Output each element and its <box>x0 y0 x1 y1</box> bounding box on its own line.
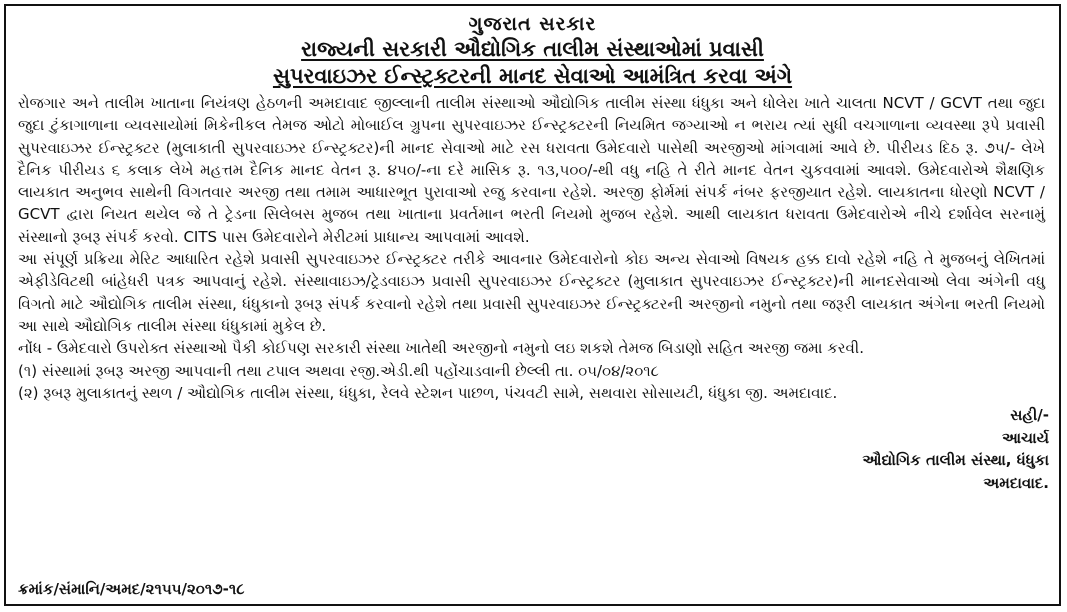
reference-number: ક્રમાંક/સંમાનિ/અમદ/૨૧૫૫/૨૦૧૭-૧૮ <box>18 580 245 598</box>
signature-designation: આચાર્ય <box>1001 428 1049 447</box>
signature-institute: ઔદ્યોગિક તાલીમ સંસ્થા, ધંધુકા <box>862 451 1049 470</box>
signature-block <box>6 404 1059 494</box>
notice-title-line1: રાજ્યની સરકારી ઔદ્યોગિક તાલીમ સંસ્થાઓમાં પ્રવાસી <box>301 37 764 61</box>
notice-title-line2: સુપરવાઇઝર ઈન્સ્ટ્રક્ટરની માનદ સેવાઓ આમંત્રિત કરવા અંગે <box>272 64 793 88</box>
government-title: ગુજરાત સરકાર <box>468 13 597 35</box>
signature-city: અમદાવાદ. <box>983 473 1049 492</box>
note-line: નોંધ - ઉમેદવારો ઉપરોક્ત સંસ્થાઓ પૈકી કોઈપણ સરકારી સંસ્થા ખાતેથી અરજીનો નમુનો લઇ શકશે તેમજ બિડાણો સહિત અરજી જમા કરવી. <box>18 339 864 358</box>
deadline-item: (૧) સંસ્થામાં રૂબરૂ અરજી આપવાની તથા ટપાલ અથવા રજી.એડી.થી પહોંચાડવાની છેલ્લી તા. ૦૫/૦૪/૨૦૧૮ <box>18 361 659 380</box>
signature-signed: સહી/- <box>1010 406 1049 425</box>
paragraph-details: રોજગાર અને તાલીમ ખાતાના નિયંત્રણ હેઠળની અમદાવાદ જીલ્લાની તાલીમ સંસ્થાઓ ઔદ્યોગિક તાલીમ સંસ્થા ધંધુકા અને ધોલેરા ખાતે ચાલતા NCVT / GCVT તથા જુદા જુદા ટુંકાગાળાના વ્યવસાયોમાં મિકેનીકલ તેમજ ઓટો મોબાઈલ ગ્રુપના સુપરવાઇઝર ઈન્સ્ટ્રક્ટરની નિયમિત જગ્યાઓ ન ભરાય ત્યાં સુધી વચગાળાના વ્યવસ્થા રૂપે પ્રવાસી સુપરવાઇઝર ઈન્સ્ટ્રક્ટર (મુલાકાતી સુપરવાઇઝર ઈન્સ્ટ્રક્ટર)ની માનદ સેવાઓ માટે રસ ધરાવતા ઉમેદવારો પાસેથી અરજીઓ માંગવામાં આવે છે. પીરીયડ દિઠ રૂ. ૭૫/- લેખે દૈનિક પીરીયડ ૬ કલાક લેખે મહત્તમ દૈનિક માનદ વેતન રૂ. ૪૫૦/-ના દરે માસિક રૂ. ૧૩,૫૦૦/-થી વધુ નહિ તે રીતે માનદ વેતન ચુકવવામાં આવશે. ઉમેદવારોએ શૈક્ષણિક લાયકાત અનુભવ સાથેની વિગતવાર અરજી તથા તમામ આધારભૂત પુરાવાઓ રજુ કરવાના રહેશે. અરજી ફોર્મમાં સંપર્ક નંબર ફરજીયાત રહેશે. લાયકાતના ધોરણો NCVT / GCVT દ્વારા નિયત થયેલ જે તે ટ્રેડના સિલેબસ મુજબ તથા ખાતાના પ્રવર્તમાન ભરતી નિયમો મુજબ રહેશે. આથી લાયકાત ધરાવતા ઉમેદવારોએ નીચે દર્શાવેલ સરનામું સંસ્થાનો રૂબરૂ સંપર્ક કરવો. CITS પાસ ઉમેદવારોને મેરીટમાં પ્રાધાન્ય આપવામાં આવશે. <box>18 94 1045 246</box>
paragraph-conditions: આ સંપૂર્ણ પ્રક્રિયા મેરિટ આધારિત રહેશે પ્રવાસી સુપરવાઇઝર ઈન્સ્ટ્રક્ટર તરીકે આવનાર ઉમેદવારોનો કોઇ અન્ય સેવાઓ વિષયક હક્ક દાવો રહેશે નહિ તે મુજબનું લેખિતમાં એફીડેવિટથી બાંહેધરી પત્રક આપવાનું રહેશે. સંસ્થાવાઇઝ/ટ્રેડવાઇઝ પ્રવાસી સુપરવાઇઝર ઈન્સ્ટ્રક્ટર (મુલાકાત સુપરવાઇઝર ઈન્સ્ટ્રક્ટર)ની માનદસેવાઓ લેવા અંગેની વધુ વિગતો માટે ઔદ્યોગિક તાલીમ સંસ્થા, ધંધુકાનો રૂબરૂ સંપર્ક કરવાનો રહેશે તથા પ્રવાસી સુપરવાઇઝર ઈન્સ્ટ્રક્ટરની અરજીનો નમુનો તથા જરૂરી લાયકાત અંગેના ભરતી નિયમો આ સાથે ઔદ્યોગિક તાલીમ સંસ્થા ધંધુકામાં મુકેલ છે. <box>18 250 1045 335</box>
notice-body <box>6 90 1059 404</box>
venue-item: (૨) રૂબરૂ મુલાકાતનું સ્થળ / ઔદ્યોગિક તાલીમ સંસ્થા, ધંધુકા, રેલવે સ્ટેશન પાછળ, પંચવટી સામે, સથવારા સોસાયટી, ધંધુકા જી. અમદાવાદ. <box>18 383 838 402</box>
notice-header <box>6 6 1059 90</box>
advertisement-notice <box>4 4 1061 606</box>
